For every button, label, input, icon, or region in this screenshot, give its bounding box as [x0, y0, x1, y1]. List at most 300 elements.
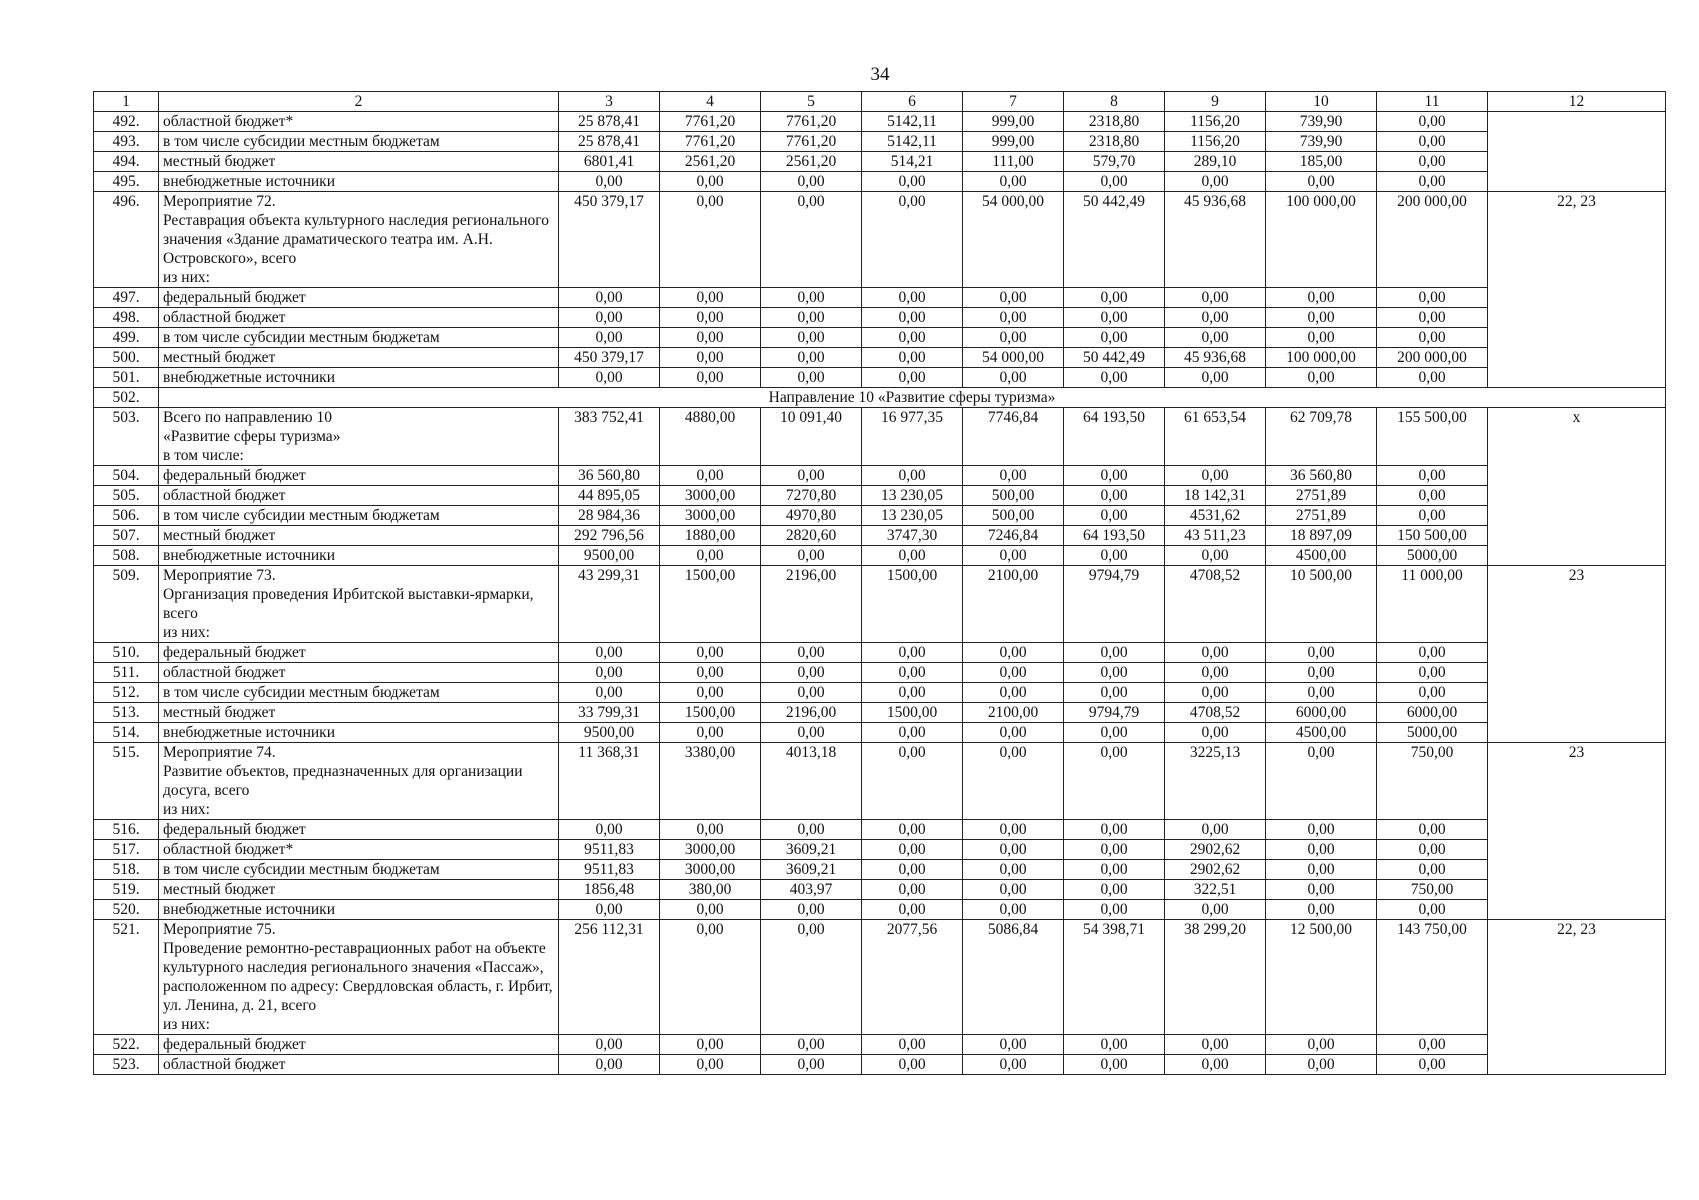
value-cell: 0,00 — [660, 368, 761, 388]
value-cell: 1156,20 — [1165, 132, 1266, 152]
value-cell: 0,00 — [963, 723, 1064, 743]
value-cell: 999,00 — [963, 132, 1064, 152]
row-number: 501. — [94, 368, 159, 388]
value-cell: 0,00 — [1064, 1035, 1165, 1055]
value-cell: 0,00 — [1377, 466, 1488, 486]
row-number: 506. — [94, 506, 159, 526]
value-cell: 0,00 — [963, 663, 1064, 683]
value-cell: 3000,00 — [660, 486, 761, 506]
value-cell: 64 193,50 — [1064, 408, 1165, 466]
table-row — [94, 820, 1666, 840]
value-cell: 2318,80 — [1064, 112, 1165, 132]
value-cell: 13 230,05 — [862, 506, 963, 526]
value-cell: 0,00 — [1266, 880, 1377, 900]
value-cell: 0,00 — [1377, 112, 1488, 132]
value-cell: 0,00 — [1377, 860, 1488, 880]
value-cell: 1856,48 — [559, 880, 660, 900]
column-number: 4 — [660, 92, 761, 112]
value-cell: 0,00 — [761, 546, 862, 566]
value-cell: 0,00 — [1377, 643, 1488, 663]
table-row — [94, 840, 1666, 860]
value-cell: 5000,00 — [1377, 546, 1488, 566]
value-cell: 0,00 — [559, 368, 660, 388]
value-cell: 0,00 — [963, 172, 1064, 192]
value-cell: 0,00 — [1266, 900, 1377, 920]
row-name: в том числе субсидии местным бюджетам — [159, 683, 559, 703]
target-indicator-cell: 22, 23 — [1488, 192, 1666, 388]
value-cell: 0,00 — [1377, 172, 1488, 192]
row-name: внебюджетные источники — [159, 172, 559, 192]
page-number: 34 — [870, 64, 890, 85]
value-cell: 450 379,17 — [559, 192, 660, 288]
table-row — [94, 192, 1666, 288]
table-row — [94, 1055, 1666, 1075]
value-cell: 0,00 — [559, 683, 660, 703]
value-cell: 43 511,23 — [1165, 526, 1266, 546]
row-number: 502. — [94, 388, 159, 408]
value-cell: 0,00 — [660, 172, 761, 192]
row-name: внебюджетные источники — [159, 723, 559, 743]
row-number: 507. — [94, 526, 159, 546]
value-cell: 0,00 — [963, 743, 1064, 820]
value-cell: 0,00 — [1165, 663, 1266, 683]
value-cell: 0,00 — [761, 663, 862, 683]
value-cell: 44 895,05 — [559, 486, 660, 506]
column-number: 9 — [1165, 92, 1266, 112]
value-cell: 3380,00 — [660, 743, 761, 820]
value-cell: 0,00 — [1165, 900, 1266, 920]
value-cell: 2751,89 — [1266, 506, 1377, 526]
value-cell: 0,00 — [1266, 172, 1377, 192]
row-name: Мероприятие 73. Организация проведения Ирбитской выставки-ярмарки, всего из них: — [159, 566, 559, 643]
row-name: внебюджетные источники — [159, 368, 559, 388]
value-cell: 0,00 — [660, 192, 761, 288]
value-cell: 4708,52 — [1165, 566, 1266, 643]
row-name: областной бюджет — [159, 308, 559, 328]
value-cell: 0,00 — [761, 172, 862, 192]
value-cell: 0,00 — [1064, 328, 1165, 348]
value-cell: 0,00 — [1377, 506, 1488, 526]
row-number: 523. — [94, 1055, 159, 1075]
value-cell: 0,00 — [1165, 723, 1266, 743]
value-cell: 0,00 — [1064, 643, 1165, 663]
value-cell: 0,00 — [660, 683, 761, 703]
value-cell: 6000,00 — [1377, 703, 1488, 723]
value-cell: 0,00 — [1377, 900, 1488, 920]
value-cell: 579,70 — [1064, 152, 1165, 172]
row-name: местный бюджет — [159, 880, 559, 900]
value-cell: 0,00 — [862, 900, 963, 920]
value-cell: 0,00 — [1266, 288, 1377, 308]
value-cell: 0,00 — [1377, 683, 1488, 703]
row-name: местный бюджет — [159, 703, 559, 723]
value-cell: 0,00 — [660, 663, 761, 683]
table-row — [94, 328, 1666, 348]
value-cell: 0,00 — [559, 328, 660, 348]
value-cell: 0,00 — [1064, 900, 1165, 920]
value-cell: 4970,80 — [761, 506, 862, 526]
value-cell: 185,00 — [1266, 152, 1377, 172]
value-cell: 0,00 — [1064, 546, 1165, 566]
value-cell: 0,00 — [963, 466, 1064, 486]
table-row — [94, 920, 1666, 1035]
value-cell: 9794,79 — [1064, 703, 1165, 723]
target-indicator-cell: x — [1488, 408, 1666, 566]
value-cell: 2751,89 — [1266, 486, 1377, 506]
value-cell: 383 752,41 — [559, 408, 660, 466]
value-cell: 514,21 — [862, 152, 963, 172]
value-cell: 12 500,00 — [1266, 920, 1377, 1035]
value-cell: 150 500,00 — [1377, 526, 1488, 546]
row-number: 513. — [94, 703, 159, 723]
value-cell: 0,00 — [660, 820, 761, 840]
row-number: 518. — [94, 860, 159, 880]
value-cell: 289,10 — [1165, 152, 1266, 172]
value-cell: 0,00 — [761, 683, 862, 703]
value-cell: 256 112,31 — [559, 920, 660, 1035]
row-number: 514. — [94, 723, 159, 743]
row-name: федеральный бюджет — [159, 820, 559, 840]
value-cell: 3609,21 — [761, 860, 862, 880]
value-cell: 9500,00 — [559, 546, 660, 566]
value-cell: 0,00 — [1064, 860, 1165, 880]
value-cell: 0,00 — [862, 820, 963, 840]
value-cell: 36 560,80 — [1266, 466, 1377, 486]
value-cell: 0,00 — [862, 328, 963, 348]
value-cell: 0,00 — [559, 643, 660, 663]
table-row — [94, 643, 1666, 663]
row-name: в том числе субсидии местным бюджетам — [159, 860, 559, 880]
row-name: местный бюджет — [159, 526, 559, 546]
value-cell: 200 000,00 — [1377, 348, 1488, 368]
value-cell: 7761,20 — [660, 112, 761, 132]
value-cell: 0,00 — [761, 466, 862, 486]
value-cell: 0,00 — [559, 900, 660, 920]
value-cell: 50 442,49 — [1064, 348, 1165, 368]
value-cell: 4500,00 — [1266, 723, 1377, 743]
value-cell: 38 299,20 — [1165, 920, 1266, 1035]
row-number: 495. — [94, 172, 159, 192]
value-cell: 1880,00 — [660, 526, 761, 546]
value-cell: 0,00 — [862, 723, 963, 743]
value-cell: 0,00 — [1266, 820, 1377, 840]
row-number: 515. — [94, 743, 159, 820]
value-cell: 0,00 — [862, 860, 963, 880]
value-cell: 0,00 — [1165, 1055, 1266, 1075]
value-cell: 0,00 — [559, 1055, 660, 1075]
value-cell: 4880,00 — [660, 408, 761, 466]
value-cell: 0,00 — [761, 368, 862, 388]
section-row — [94, 388, 1666, 408]
row-number: 508. — [94, 546, 159, 566]
row-number: 510. — [94, 643, 159, 663]
value-cell: 0,00 — [862, 546, 963, 566]
row-name: Мероприятие 72. Реставрация объекта культурного наследия регионального значения «Здание драматического театра им. А.Н. Островского», всего из них: — [159, 192, 559, 288]
value-cell: 2100,00 — [963, 703, 1064, 723]
row-number: 503. — [94, 408, 159, 466]
value-cell: 4013,18 — [761, 743, 862, 820]
value-cell: 0,00 — [862, 663, 963, 683]
value-cell: 4500,00 — [1266, 546, 1377, 566]
value-cell: 0,00 — [1266, 743, 1377, 820]
section-title: Направление 10 «Развитие сферы туризма» — [159, 388, 1666, 408]
row-number: 493. — [94, 132, 159, 152]
value-cell: 0,00 — [862, 172, 963, 192]
target-indicator-cell — [1488, 112, 1666, 192]
table-row — [94, 486, 1666, 506]
value-cell: 0,00 — [1165, 643, 1266, 663]
value-cell: 9511,83 — [559, 860, 660, 880]
value-cell: 0,00 — [1266, 860, 1377, 880]
value-cell: 0,00 — [761, 900, 862, 920]
value-cell: 0,00 — [963, 643, 1064, 663]
value-cell: 0,00 — [1165, 466, 1266, 486]
table-row — [94, 900, 1666, 920]
table-row — [94, 860, 1666, 880]
value-cell: 2561,20 — [761, 152, 862, 172]
row-name: в том числе субсидии местным бюджетам — [159, 506, 559, 526]
value-cell: 0,00 — [1377, 1035, 1488, 1055]
row-name: Мероприятие 74. Развитие объектов, предназначенных для организации досуга, всего из них: — [159, 743, 559, 820]
value-cell: 1500,00 — [660, 703, 761, 723]
row-number: 499. — [94, 328, 159, 348]
value-cell: 0,00 — [862, 466, 963, 486]
row-name: в том числе субсидии местным бюджетам — [159, 132, 559, 152]
value-cell: 0,00 — [1377, 308, 1488, 328]
row-name: местный бюджет — [159, 152, 559, 172]
value-cell: 7761,20 — [660, 132, 761, 152]
value-cell: 0,00 — [1377, 486, 1488, 506]
column-number: 2 — [159, 92, 559, 112]
value-cell: 0,00 — [660, 1035, 761, 1055]
value-cell: 1156,20 — [1165, 112, 1266, 132]
value-cell: 11 368,31 — [559, 743, 660, 820]
value-cell: 0,00 — [761, 1055, 862, 1075]
value-cell: 0,00 — [1266, 1035, 1377, 1055]
value-cell: 0,00 — [660, 900, 761, 920]
table-row — [94, 743, 1666, 820]
value-cell: 0,00 — [1377, 820, 1488, 840]
value-cell: 100 000,00 — [1266, 192, 1377, 288]
value-cell: 750,00 — [1377, 743, 1488, 820]
value-cell: 739,90 — [1266, 112, 1377, 132]
value-cell: 403,97 — [761, 880, 862, 900]
value-cell: 6000,00 — [1266, 703, 1377, 723]
row-name: внебюджетные источники — [159, 546, 559, 566]
value-cell: 0,00 — [963, 880, 1064, 900]
value-cell: 0,00 — [1064, 172, 1165, 192]
column-number: 6 — [862, 92, 963, 112]
value-cell: 0,00 — [1064, 663, 1165, 683]
value-cell: 0,00 — [1377, 152, 1488, 172]
value-cell: 0,00 — [559, 288, 660, 308]
value-cell: 450 379,17 — [559, 348, 660, 368]
value-cell: 0,00 — [1064, 820, 1165, 840]
value-cell: 0,00 — [761, 643, 862, 663]
table-row — [94, 408, 1666, 466]
column-number: 7 — [963, 92, 1064, 112]
row-number: 492. — [94, 112, 159, 132]
value-cell: 3747,30 — [862, 526, 963, 546]
value-cell: 0,00 — [660, 466, 761, 486]
value-cell: 0,00 — [660, 348, 761, 368]
row-name: федеральный бюджет — [159, 466, 559, 486]
value-cell: 9794,79 — [1064, 566, 1165, 643]
value-cell: 0,00 — [862, 192, 963, 288]
value-cell: 0,00 — [559, 1035, 660, 1055]
value-cell: 0,00 — [963, 1055, 1064, 1075]
value-cell: 3225,13 — [1165, 743, 1266, 820]
value-cell: 0,00 — [559, 308, 660, 328]
value-cell: 0,00 — [761, 288, 862, 308]
value-cell: 0,00 — [862, 348, 963, 368]
value-cell: 0,00 — [862, 308, 963, 328]
value-cell: 25 878,41 — [559, 112, 660, 132]
value-cell: 0,00 — [1266, 328, 1377, 348]
value-cell: 100 000,00 — [1266, 348, 1377, 368]
value-cell: 0,00 — [963, 1035, 1064, 1055]
value-cell: 200 000,00 — [1377, 192, 1488, 288]
table-row — [94, 880, 1666, 900]
value-cell: 54 398,71 — [1064, 920, 1165, 1035]
table-row — [94, 308, 1666, 328]
value-cell: 0,00 — [963, 820, 1064, 840]
value-cell: 0,00 — [761, 328, 862, 348]
value-cell: 0,00 — [862, 643, 963, 663]
value-cell: 18 897,09 — [1266, 526, 1377, 546]
value-cell: 0,00 — [761, 820, 862, 840]
value-cell: 380,00 — [660, 880, 761, 900]
row-name: федеральный бюджет — [159, 288, 559, 308]
value-cell: 292 796,56 — [559, 526, 660, 546]
value-cell: 111,00 — [963, 152, 1064, 172]
value-cell: 2100,00 — [963, 566, 1064, 643]
row-number: 511. — [94, 663, 159, 683]
value-cell: 7746,84 — [963, 408, 1064, 466]
value-cell: 0,00 — [862, 683, 963, 703]
value-cell: 0,00 — [1165, 308, 1266, 328]
value-cell: 0,00 — [1266, 840, 1377, 860]
value-cell: 0,00 — [1165, 683, 1266, 703]
table-row — [94, 703, 1666, 723]
value-cell: 0,00 — [862, 840, 963, 860]
value-cell: 5086,84 — [963, 920, 1064, 1035]
column-number: 8 — [1064, 92, 1165, 112]
value-cell: 25 878,41 — [559, 132, 660, 152]
value-cell: 0,00 — [1266, 1055, 1377, 1075]
value-cell: 9500,00 — [559, 723, 660, 743]
value-cell: 0,00 — [1377, 328, 1488, 348]
value-cell: 0,00 — [1266, 663, 1377, 683]
value-cell: 0,00 — [1377, 132, 1488, 152]
value-cell: 45 936,68 — [1165, 348, 1266, 368]
value-cell: 0,00 — [660, 723, 761, 743]
value-cell: 0,00 — [660, 308, 761, 328]
table-row — [94, 112, 1666, 132]
value-cell: 0,00 — [660, 1055, 761, 1075]
column-number-row — [94, 92, 1666, 112]
target-indicator-cell: 22, 23 — [1488, 920, 1666, 1075]
value-cell: 0,00 — [559, 820, 660, 840]
table-row — [94, 566, 1666, 643]
value-cell: 999,00 — [963, 112, 1064, 132]
value-cell: 0,00 — [1266, 308, 1377, 328]
value-cell: 0,00 — [1266, 683, 1377, 703]
table-body — [94, 92, 1666, 1075]
row-number: 500. — [94, 348, 159, 368]
target-indicator-cell: 23 — [1488, 566, 1666, 743]
value-cell: 0,00 — [1165, 288, 1266, 308]
value-cell: 750,00 — [1377, 880, 1488, 900]
value-cell: 0,00 — [1377, 368, 1488, 388]
value-cell: 0,00 — [963, 900, 1064, 920]
value-cell: 0,00 — [1165, 1035, 1266, 1055]
table-row — [94, 526, 1666, 546]
value-cell: 43 299,31 — [559, 566, 660, 643]
value-cell: 0,00 — [1165, 820, 1266, 840]
value-cell: 13 230,05 — [862, 486, 963, 506]
row-number: 494. — [94, 152, 159, 172]
value-cell: 5142,11 — [862, 132, 963, 152]
value-cell: 61 653,54 — [1165, 408, 1266, 466]
value-cell: 1500,00 — [862, 566, 963, 643]
value-cell: 0,00 — [1165, 172, 1266, 192]
value-cell: 11 000,00 — [1377, 566, 1488, 643]
row-name: областной бюджет — [159, 663, 559, 683]
table-row — [94, 663, 1666, 683]
value-cell: 2902,62 — [1165, 840, 1266, 860]
value-cell: 0,00 — [862, 288, 963, 308]
value-cell: 0,00 — [1266, 368, 1377, 388]
table-row — [94, 152, 1666, 172]
value-cell: 7270,80 — [761, 486, 862, 506]
row-number: 504. — [94, 466, 159, 486]
value-cell: 0,00 — [1377, 663, 1488, 683]
value-cell: 500,00 — [963, 506, 1064, 526]
table-row — [94, 348, 1666, 368]
value-cell: 0,00 — [1064, 683, 1165, 703]
column-number: 11 — [1377, 92, 1488, 112]
value-cell: 0,00 — [1377, 840, 1488, 860]
value-cell: 2077,56 — [862, 920, 963, 1035]
value-cell: 500,00 — [963, 486, 1064, 506]
row-name: федеральный бюджет — [159, 643, 559, 663]
column-number: 3 — [559, 92, 660, 112]
column-number: 1 — [94, 92, 159, 112]
value-cell: 0,00 — [1064, 743, 1165, 820]
value-cell: 0,00 — [761, 920, 862, 1035]
value-cell: 0,00 — [761, 1035, 862, 1055]
value-cell: 2561,20 — [660, 152, 761, 172]
value-cell: 3609,21 — [761, 840, 862, 860]
row-number: 512. — [94, 683, 159, 703]
value-cell: 0,00 — [660, 546, 761, 566]
value-cell: 0,00 — [862, 743, 963, 820]
value-cell: 0,00 — [1165, 546, 1266, 566]
row-name: Всего по направлению 10 «Развитие сферы туризма» в том числе: — [159, 408, 559, 466]
value-cell: 0,00 — [660, 288, 761, 308]
value-cell: 0,00 — [1266, 643, 1377, 663]
row-name: областной бюджет — [159, 1055, 559, 1075]
value-cell: 54 000,00 — [963, 192, 1064, 288]
row-number: 520. — [94, 900, 159, 920]
value-cell: 0,00 — [1165, 328, 1266, 348]
value-cell: 0,00 — [862, 1055, 963, 1075]
row-number: 505. — [94, 486, 159, 506]
value-cell: 0,00 — [1064, 368, 1165, 388]
value-cell: 0,00 — [660, 328, 761, 348]
value-cell: 9511,83 — [559, 840, 660, 860]
